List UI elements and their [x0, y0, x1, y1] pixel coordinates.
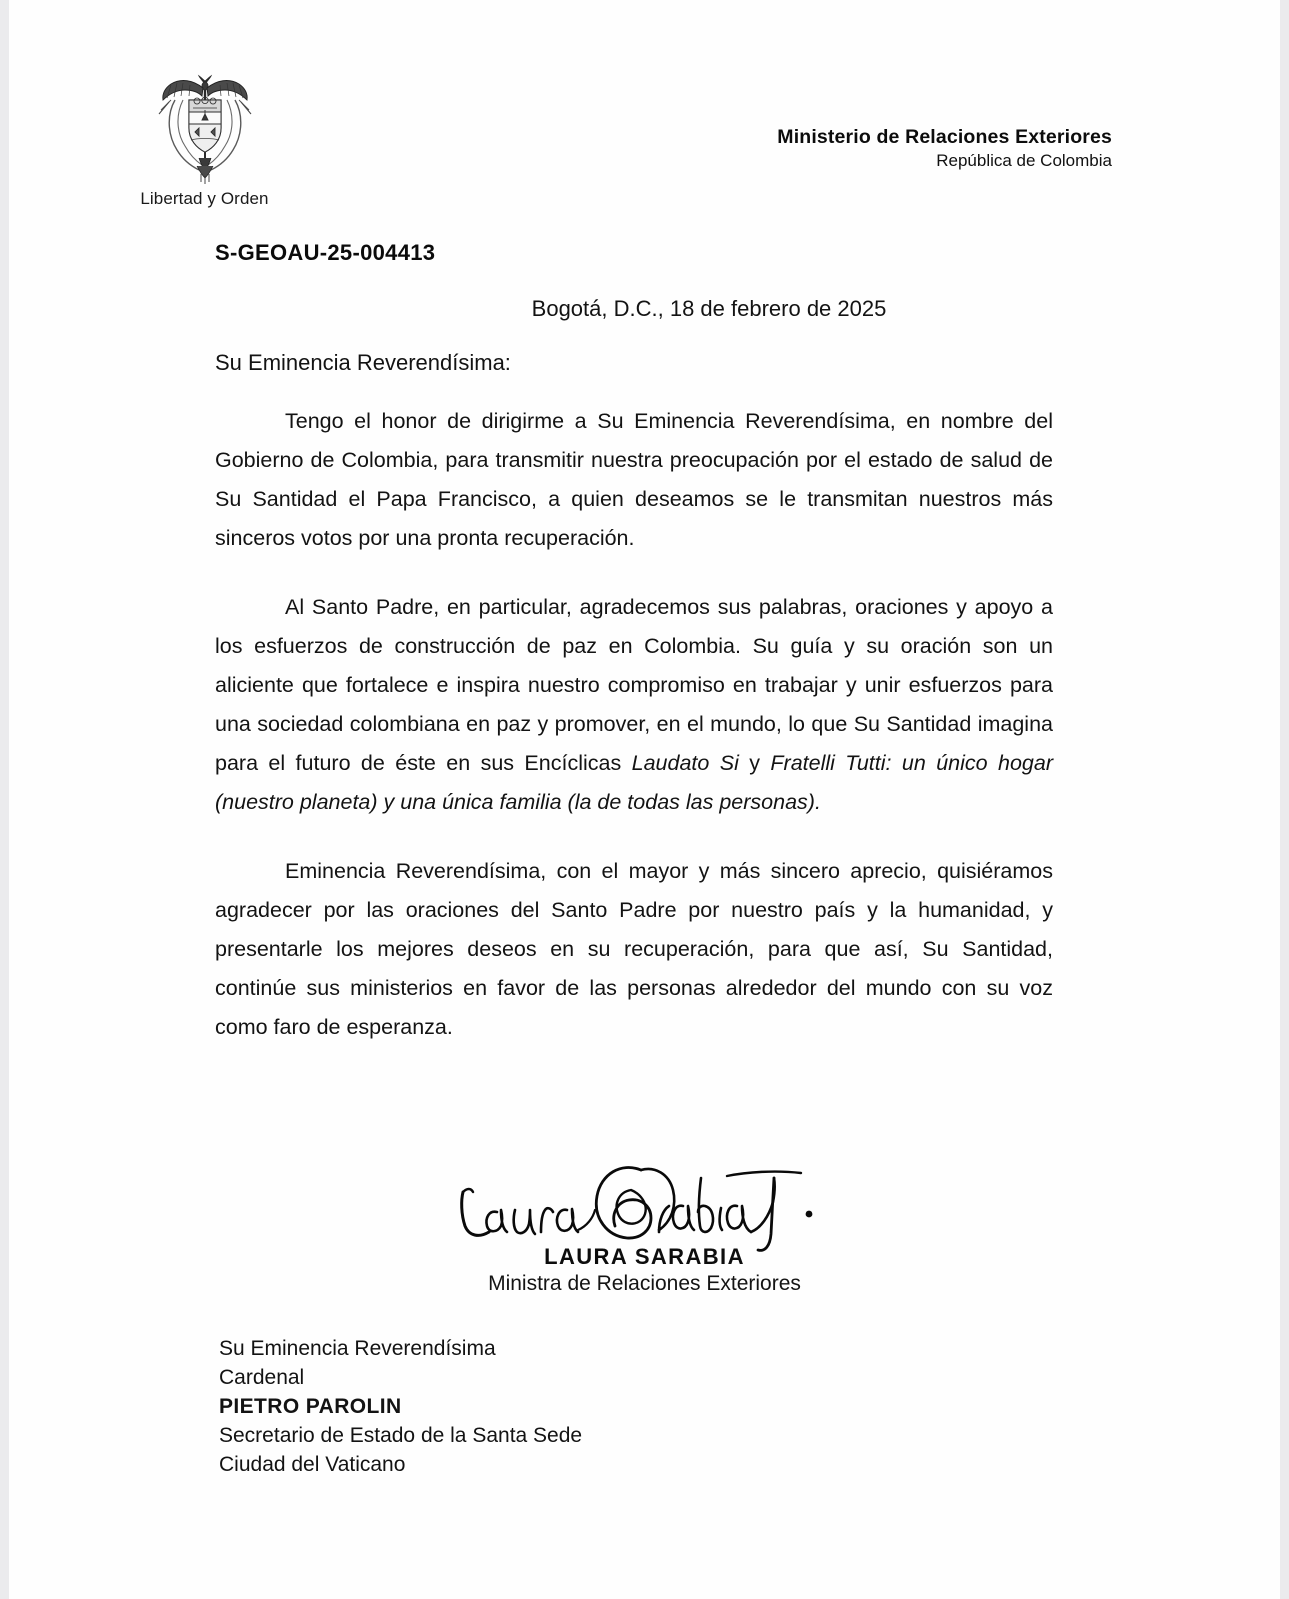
paragraph-1: Tengo el honor de dirigirme a Su Eminencia Reverendísima, en nombre del Gobierno de Colombia, para transmitir nuestra preocupación por el estado de salud de Su Santidad el Papa Francisco, a quien deseamos se le transmitan nuestros más sinceros votos por una pronta recuperación.: [215, 409, 1053, 550]
reference-number: S-GEOAU-25-004413: [215, 240, 436, 265]
signature-block: [9, 1140, 1280, 1296]
handwritten-signature-icon: [445, 1140, 845, 1260]
encyclical-fratelli-tutti: Fratelli Tutti: un único hogar (nuestro planeta) y una única familia (la de todas las personas).: [215, 751, 1053, 814]
recipient-block: [219, 1334, 582, 1479]
paragraph-2-text-b: y: [738, 751, 771, 775]
encyclical-laudato-si: Laudato Si: [631, 751, 739, 775]
recipient-line-5: Ciudad del Vaticano: [219, 1453, 406, 1476]
crest-motto: Libertad y Orden: [140, 189, 269, 208]
colombia-coat-of-arms-icon: [145, 70, 265, 188]
ministry-identity: [777, 126, 1112, 171]
recipient-name: PIETRO PAROLIN: [219, 1395, 402, 1418]
recipient-line-4: Secretario de Estado de la Santa Sede: [219, 1424, 583, 1447]
paragraph-3: Eminencia Reverendísima, con el mayor y más sincero aprecio, quisiéramos agradecer por las oraciones del Santo Padre por nuestro país y la humanidad, y presentarle los mejores deseos en su recuperación, para que así, Su Santidad, continúe sus ministerios en favor de las personas alrededor del mundo con su voz como faro de esperanza.: [215, 859, 1053, 1039]
coat-of-arms-block: [137, 70, 272, 209]
signer-role: Ministra de Relaciones Exteriores: [488, 1272, 801, 1295]
paragraph-2-text-a: Al Santo Padre, en particular, agradecemos sus palabras, oraciones y apoyo a los esfuerzos de construcción de paz en Colombia. Su guía y su oración son un aliciente que fortalece e inspira nuestro compromiso en trabajar y unir esfuerzos para una sociedad colombiana en paz y promover, en el mundo, lo que Su Santidad imagina para el futuro de éste en sus Encíclicas: [215, 595, 1053, 775]
signature-image-wrap: [435, 1140, 855, 1260]
paragraph-2: [215, 588, 1053, 822]
recipient-line-1: Su Eminencia Reverendísima: [219, 1337, 496, 1360]
letterhead: [9, 70, 1280, 220]
date-line: Bogotá, D.C., 18 de febrero de 2025: [531, 296, 887, 321]
ministry-title: Ministerio de Relaciones Exteriores: [777, 126, 1112, 148]
recipient-line-2: Cardenal: [219, 1366, 305, 1389]
letter-body: [215, 240, 1053, 1069]
signer-name: LAURA SARABIA: [544, 1244, 745, 1269]
salutation: Su Eminencia Reverendísima:: [215, 350, 511, 375]
ministry-subtitle: República de Colombia: [936, 151, 1112, 171]
